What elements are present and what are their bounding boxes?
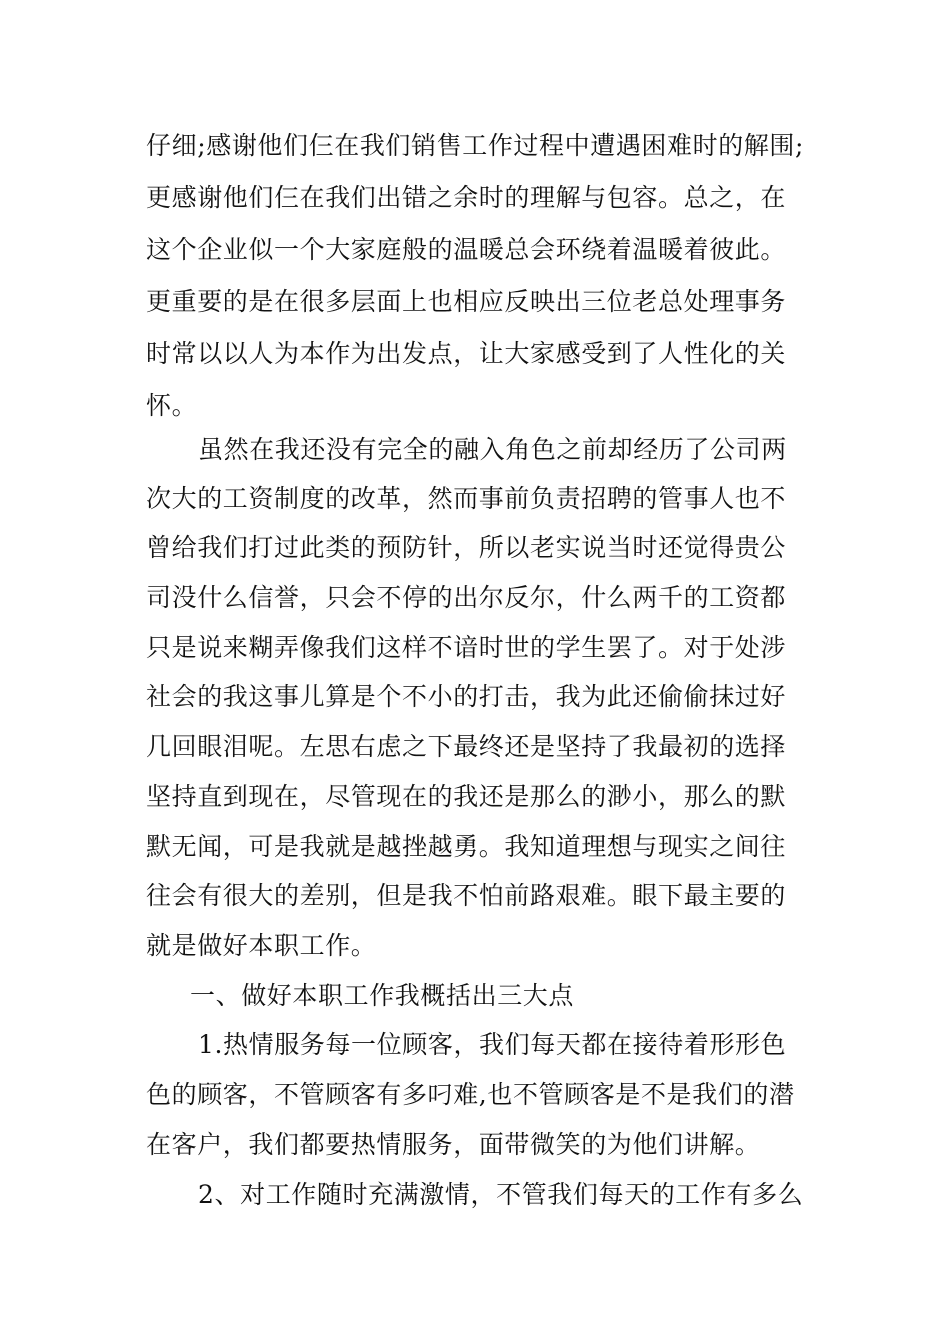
text-line-5: 时常以以人为本作为出发点，让大家感受到了人性化的关: [146, 339, 787, 368]
text-line-8: 次大的工资制度的改革，然而事前负责招聘的管事人也不: [146, 484, 787, 513]
text-line-6: 怀。: [146, 391, 198, 420]
text-line-14: 坚持直到现在，尽管现在的我还是那么的渺小，那么的默: [146, 782, 787, 811]
text-line-9: 曾给我们打过此类的预防针，所以老实说当时还觉得贵公: [146, 533, 787, 562]
paragraph-2-line-1: 虽然在我还没有完全的融入角色之前却经历了公司两: [198, 435, 787, 464]
item-1-line-3: 在客户，我们都要热情服务，面带微笑的为他们讲解。: [146, 1130, 761, 1159]
text-line-10: 司没什么信誉，只会不停的出尔反尔，什么两千的工资都: [146, 583, 787, 612]
text-line-12: 社会的我这事儿算是个不小的打击，我为此还偷偷抹过好: [146, 682, 787, 711]
text-line-13: 几回眼泪呢。左思右虑之下最终还是坚持了我最初的选择: [146, 732, 787, 761]
item-2-line-1: 2、对工作随时充满激情，不管我们每天的工作有多么: [198, 1180, 804, 1209]
text-line-17: 就是做好本职工作。: [146, 931, 377, 960]
text-line-16: 往会有很大的差别，但是我不怕前路艰难。眼下最主要的: [146, 881, 787, 910]
text-line-15: 默无闻，可是我就是越挫越勇。我知道理想与现实之间往: [146, 832, 787, 861]
text-line-2: 更感谢他们仨在我们出错之余时的理解与包容。总之，在: [146, 183, 787, 212]
item-1-line-2: 色的顾客，不管顾客有多叼难,也不管顾客是不是我们的潜: [146, 1080, 795, 1109]
text-line-11: 只是说来糊弄像我们这样不谙时世的学生罢了。对于处涉: [146, 633, 787, 662]
text-line-1: 仔细;感谢他们仨在我们销售工作过程中遭遇困难时的解围;: [146, 131, 805, 160]
item-1-line-1: 1.热情服务每一位顾客，我们每天都在接待着形形色: [198, 1030, 787, 1059]
section-heading: 一、做好本职工作我概括出三大点: [190, 981, 575, 1010]
text-line-3: 这个企业似一个大家庭般的温暖总会环绕着温暖着彼此。: [146, 235, 787, 264]
text-line-4: 更重要的是在很多层面上也相应反映出三位老总处理事务: [146, 287, 787, 316]
